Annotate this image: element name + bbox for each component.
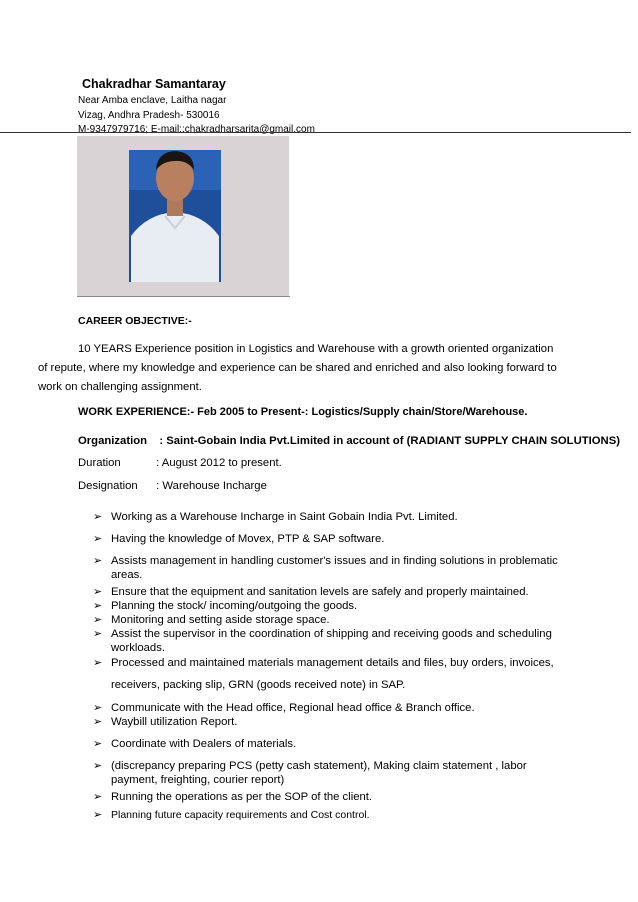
arrow-bullet-icon: ➢ <box>93 600 103 612</box>
arrow-bullet-icon: ➢ <box>93 716 103 728</box>
organization-value: : Saint-Gobain India Pvt.Limited in account of (RADIANT SUPPLY CHAIN SOLUTIONS) <box>159 435 621 447</box>
work-experience-heading: WORK EXPERIENCE:- Feb 2005 to Present-: Logistics/Supply chain/Store/Warehouse. <box>78 406 528 418</box>
career-objective-heading: CAREER OBJECTIVE:- <box>78 315 192 327</box>
designation-value: : Warehouse Incharge <box>156 480 267 492</box>
arrow-bullet-icon: ➢ <box>93 809 103 821</box>
arrow-bullet-icon: ➢ <box>93 555 103 567</box>
arrow-bullet-icon: ➢ <box>93 791 103 803</box>
header-divider <box>0 132 631 133</box>
address-line-1: Near Amba enclave, Laitha nagar <box>78 95 227 106</box>
duration-row <box>78 457 282 469</box>
arrow-bullet-icon: ➢ <box>93 586 103 598</box>
career-objective-body: 10 YEARS Experience position in Logistics and Warehouse with a growth oriented organization of repute, where my knowledge and experience can be shared and enriched and also looking forward to work on challenging assignment. <box>38 343 557 393</box>
organization-label: Organization <box>78 435 148 447</box>
photo-underline <box>77 296 290 297</box>
arrow-bullet-icon: ➢ <box>93 760 103 772</box>
contact-line: M-9347979716; E-mail::chakradharsarita@gmail.com <box>78 124 315 135</box>
designation-label: Designation <box>78 480 138 492</box>
profile-photo <box>77 136 289 296</box>
duration-value: : August 2012 to present. <box>156 457 282 469</box>
designation-row <box>78 480 267 492</box>
arrow-bullet-icon: ➢ <box>93 657 103 669</box>
address-line-2: Vizag, Andhra Pradesh- 530016 <box>78 110 220 121</box>
resume-name: Chakradhar Samantaray <box>82 77 226 91</box>
arrow-bullet-icon: ➢ <box>93 738 103 750</box>
duration-label: Duration <box>78 457 121 469</box>
organization-row <box>78 435 620 447</box>
arrow-bullet-icon: ➢ <box>93 533 103 545</box>
career-objective-text <box>38 340 558 397</box>
arrow-bullet-icon: ➢ <box>93 614 103 626</box>
arrow-bullet-icon: ➢ <box>93 628 103 640</box>
arrow-bullet-icon: ➢ <box>93 511 103 523</box>
arrow-bullet-icon: ➢ <box>93 702 103 714</box>
